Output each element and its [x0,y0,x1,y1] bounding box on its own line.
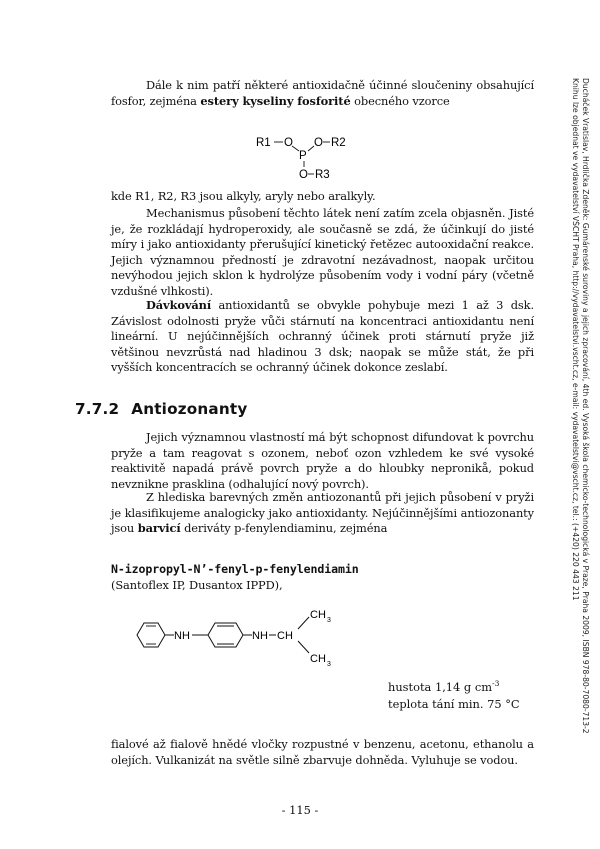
structure-ch3-top: CH [310,609,326,621]
paragraph-diffusion [111,430,534,492]
formula-o1: O [284,137,293,149]
paragraph-2: kde R1, R2, R3 jsou alkyly, aryly nebo aralkyly. [111,189,376,203]
paragraph-5: Jejich významnou vlastností má být schopnost difundovat k povrchu pryže a tam reagovat s ozonem, neboť ozon vzhledem ke své vysoké reaktivitě napadá právě povrch pryže a do hloubky nepronikå, pokud nevznikne prasklina (odhalující nový povrch). [111,430,534,491]
formula-p: P [299,150,307,162]
formula-r3: R3 [315,169,330,181]
property-density [388,679,499,694]
property-melting: teplota tání min. 75 °C [388,697,520,711]
formula-r1: R1 [256,137,271,149]
paragraph-1-text-b: obecného vzorce [350,93,450,108]
density-exponent: -3 [492,679,500,688]
paragraph-phosphites [111,78,534,109]
density-text: hustota 1,14 g cm [388,679,493,694]
compound-block [111,562,534,593]
structure-ch3-top-sub: 3 [327,617,331,624]
ippd-structure [128,604,368,676]
paragraph-4-bold: Dávkování [146,298,212,312]
structure-ch3-bottom-sub: 3 [327,661,331,668]
paragraph-6-text-a: Z hlediska barevných změn antiozonantů při jejich působení v pryži je klasifikujeme analogicky jako antioxidanty. Nejúčinnějšími antiozonanty jsou [111,490,534,536]
compound-name: N-izopropyl-N’-fenyl-p-fenylendiamin [111,562,359,576]
page-number: - 115 - [281,803,319,817]
section-heading [75,400,247,418]
section-title: Antiozonanty [131,400,248,418]
paragraph-dosage [111,298,534,376]
compound-trade-names: (Santoflex IP, Dusantox IPPD), [111,577,283,592]
formula-r2: R2 [331,137,346,149]
formula-o2: O [314,137,323,149]
structure-ch: CH [277,630,293,642]
side-note [548,78,590,768]
paragraph-6-bold: barvicí [137,521,181,536]
paragraph-7: fialové až fialově hnědé vločky rozpustné v benzenu, acetonu, ethanolu a olejích. Vulkanizát na světle silně zbarvuje dohněda. Vyluhuje se vodou. [111,737,534,767]
paragraph-mechanism [111,206,534,300]
paragraph-classification [111,490,534,537]
paragraph-4-text: antioxidantů se obvykle pohybuje mezi 1 až 3 dsk. Závislost odolnosti pryže vůči stárnutí na koncentraci antioxidantu není lineární. U nejúčinnějších ochranný účinek proti stárnutí pryže již většinou nevzrůstá nad hladinou 3 dsk; naopak se může stát, že při vyšších koncentracích se ochranný účinek dokonce zeslabí. [111,298,534,375]
paragraph-3: Mechanismus působení těchto látek není zatím zcela objasněn. Jisté je, že rozkládají hydroperoxidy, ale současně se zdá, že účinkují do jisté míry i jako antioxidanty přerušující kinetický řetězec autooxidační reakce. Jejich významnou předností je zdravotní nezávadnost, naopak určitou nevýhodou jejich sklon k hydrolýze působením vody i vodní páry (včetně vzdušné vlhkosti). [111,206,534,298]
formula-o3: O [299,169,308,181]
phosphite-formula [250,126,360,182]
paragraph-1-text-a: Dále k nim patří některé antioxidačně účinné sloučeniny obsahující fosfor, zejména [111,78,534,108]
section-number: 7.7.2 [75,400,120,418]
paragraph-6-text-b: deriváty p-fenylendiaminu, zejména [180,521,388,536]
paragraph-1-bold: estery kyseliny fosforité [200,93,351,108]
side-note-line-1: Ducháček Vratislav, Hrdlička Zdeněk: Gumárenské suroviny a jejich zpracování, 4th ed. Vysoká škola chemicko-technologická v Praze, Praha 2009, ISBN 978-80-7080-713-2 [581,78,590,734]
paragraph-alkyls [111,189,534,205]
structure-nh-1: NH [174,630,190,642]
structure-ch3-bottom: CH [310,653,326,665]
structure-nh-2: NH [252,630,268,642]
paragraph-appearance [111,737,534,768]
side-note-line-2: Knihu lze objednat ve vydavatelství VŠCHT Praha, http://vydavatelstvi.vscht.cz, e-mail: vydavatelstvi@vscht.cz, tel.: (+420) 220 443 211 [571,78,580,601]
